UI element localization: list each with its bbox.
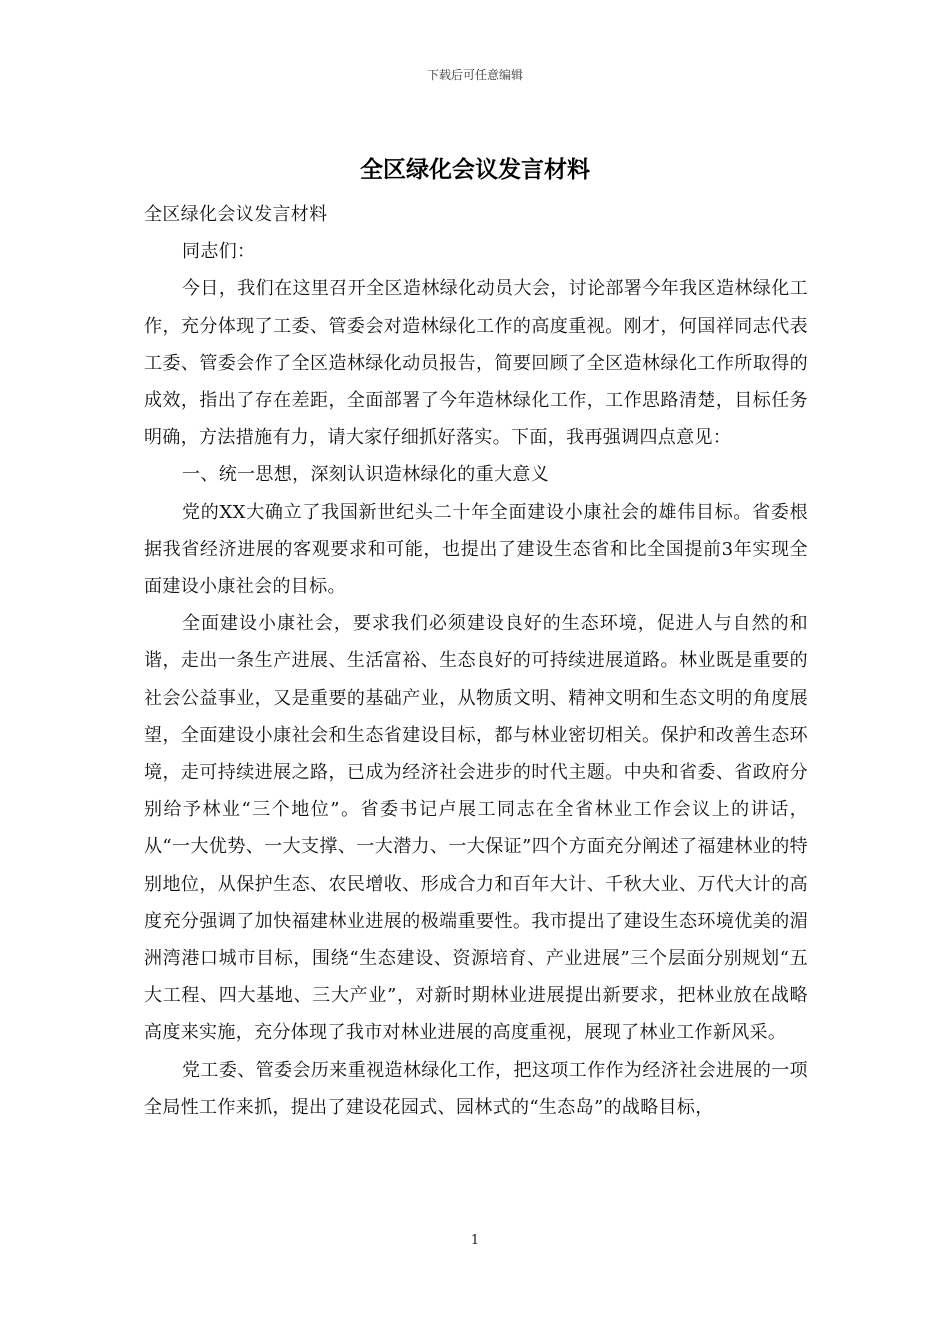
page-number: 1	[470, 1233, 480, 1248]
paragraph: 党的XX大确立了我国新世纪头二十年全面建设小康社会的雄伟目标。省委根据我省经济进展的客观要求和可能，也提出了建设生态省和比全国提前3年实现全面建设小康社会的目标。	[144, 501, 808, 598]
paragraph: 党工委、管委会历来重视造林绿化工作，把这项工作作为经济社会进展的一项全局性工作来抓，提出了建设花园式、园林式的“生态岛”的战略目标，	[144, 1059, 808, 1118]
paragraph: 今日，我们在这里召开全区造林绿化动员大会，讨论部署今年我区造林绿化工作，充分体现了工委、管委会对造林绿化工作的高度重视。刚才，何国祥同志代表工委、管委会作了全区造林绿化动员报告，简要回顾了全区造林绿化工作所取得的成效，指出了存在差距，全面部署了今年造林绿化工作，工作思路清楚，目标任务明确，方法措施有力，请大家仔细抓好落实。下面，我再强调四点意见：	[144, 278, 808, 449]
section-heading: 一、统一思想，深刻认识造林绿化的重大意义	[182, 464, 549, 486]
body-subtitle: 全区绿化会议发言材料	[144, 204, 328, 225]
header-note: 下载后可任意编辑	[426, 68, 523, 82]
salutation: 同志们：	[182, 241, 256, 263]
paragraph: 全面建设小康社会，要求我们必须建设良好的生态环境，促进人与自然的和谐，走出一条生产进展、生活富裕、生态良好的可持续进展道路。林业既是重要的社会公益事业，又是重要的基础产业，从物质文明、精神文明和生态文明的角度展望，全面建设小康社会和生态省建设目标，都与林业密切相关。保护和改善生态环境，走可持续进展之路，已成为经济社会进步的时代主题。中央和省委、省政府分别给予林业“三个地位”。省委书记卢展工同志在全省林业工作会议上的讲话，从“一大优势、一大支撑、一大潜力、一大保证”四个方面充分阐述了福建林业的特别地位，从保护生态、农民增收、形成合力和百年大计、千秋大业、万代大计的高度充分强调了加快福建林业进展的极端重要性。我市提出了建设生态环境优美的湄洲湾港口城市目标，围绕“生态建设、资源培育、产业进展”三个层面分别规划“五大工程、四大基地、三大产业”，对新时期林业进展提出新要求，把林业放在战略高度来实施，充分体现了我市对林业进展的高度重视，展现了林业工作新风采。	[144, 613, 808, 1044]
document-body	[144, 196, 808, 1126]
document-title: 全区绿化会议发言材料	[360, 157, 590, 183]
